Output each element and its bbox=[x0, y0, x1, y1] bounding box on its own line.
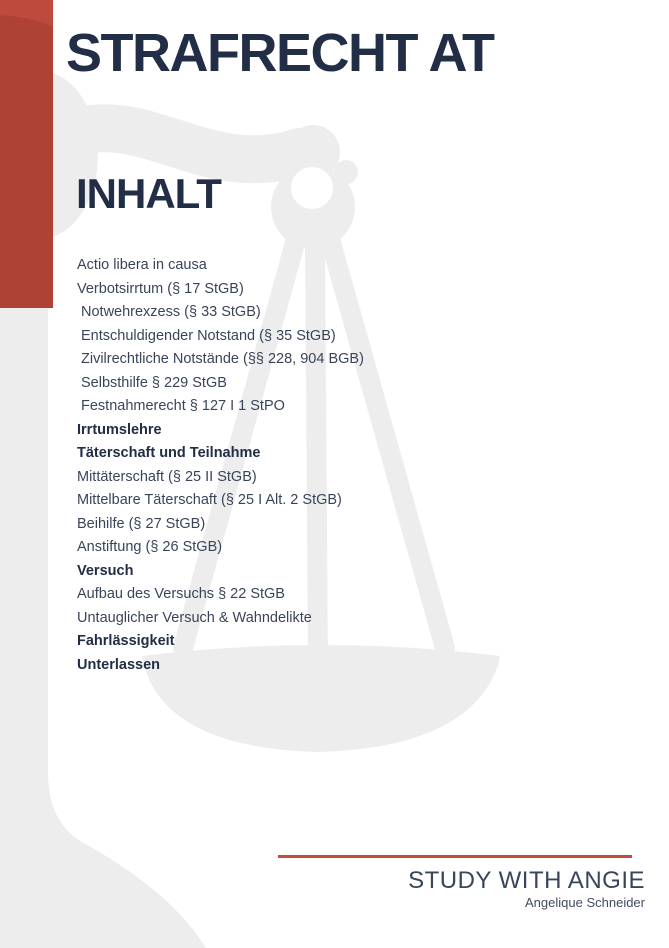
toc-item: Notwehrexzess (§ 33 StGB) bbox=[81, 304, 261, 320]
toc-item: Täterschaft und Teilnahme bbox=[77, 445, 261, 461]
footer bbox=[408, 868, 645, 912]
toc-item: Untauglicher Versuch & Wahndelikte bbox=[77, 609, 312, 626]
toc-item: Verbotsirrtum (§ 17 StGB) bbox=[77, 280, 244, 297]
toc-item: Beihilfe (§ 27 StGB) bbox=[77, 515, 206, 532]
section-heading-inhalt: INHALT bbox=[76, 170, 221, 217]
toc-item: Selbsthilfe § 229 StGB bbox=[81, 374, 227, 391]
toc-item: Actio libera in causa bbox=[77, 257, 207, 273]
toc-item: Unterlassen bbox=[77, 656, 161, 673]
page-title: STRAFRECHT AT bbox=[66, 23, 494, 83]
toc-item: Festnahmerecht § 127 I 1 StPO bbox=[81, 398, 285, 414]
author-name: Angelique Schneider bbox=[525, 895, 645, 911]
red-accent-bar bbox=[0, 0, 53, 308]
red-accent-circle bbox=[0, 0, 53, 308]
footer-divider-line bbox=[278, 855, 632, 858]
toc-item: Mittäterschaft (§ 25 II StGB) bbox=[77, 468, 257, 485]
table-of-contents bbox=[77, 254, 537, 677]
toc-item: Zivilrechtliche Notstände (§§ 228, 904 BGB) bbox=[81, 351, 364, 367]
toc-item: Entschuldigender Notstand (§ 35 StGB) bbox=[81, 327, 336, 344]
watermark-ring-hole bbox=[291, 167, 333, 209]
toc-item: Aufbau des Versuchs § 22 StGB bbox=[77, 586, 285, 602]
toc-item: Anstiftung (§ 26 StGB) bbox=[77, 539, 223, 555]
toc-item: Irrtumslehre bbox=[77, 421, 162, 438]
brand-name: STUDY WITH ANGIE bbox=[408, 867, 645, 894]
toc-item: Mittelbare Täterschaft (§ 25 I Alt. 2 StGB) bbox=[77, 492, 342, 508]
toc-item: Versuch bbox=[77, 562, 134, 579]
toc-item: Fahrlässigkeit bbox=[77, 633, 175, 649]
